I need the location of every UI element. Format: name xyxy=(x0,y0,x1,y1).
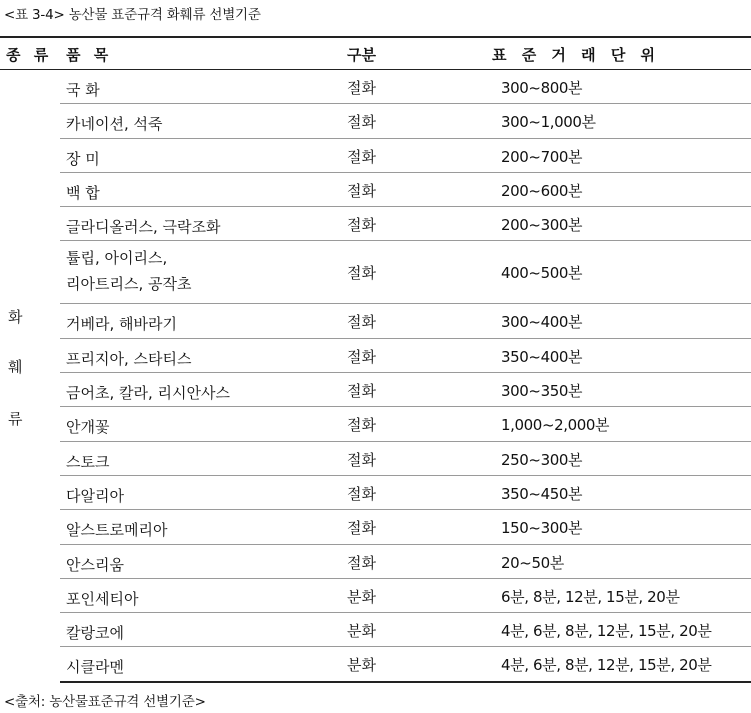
item-cell: 카네이션, 석죽 xyxy=(66,115,163,134)
item-cell: 포인세티아 xyxy=(66,589,139,608)
division-cell: 절화 xyxy=(347,382,376,401)
table-row xyxy=(60,579,751,613)
division-cell: 분화 xyxy=(347,587,376,606)
item-cell: 거베라, 해바라기 xyxy=(66,315,177,334)
item-cell: 알스트로메리아 xyxy=(66,521,168,540)
item-cell: 금어초, 칼라, 리시안사스 xyxy=(66,384,230,403)
division-cell: 절화 xyxy=(347,347,376,366)
division-cell: 절화 xyxy=(347,79,376,97)
item-cell: 안개꽃 xyxy=(66,418,110,437)
item-cell: 스토크 xyxy=(66,452,110,471)
item-cell: 백 합 xyxy=(66,183,100,202)
division-cell: 절화 xyxy=(347,519,376,538)
table-row xyxy=(60,139,751,173)
division-cell: 분화 xyxy=(347,656,376,675)
unit-cell: 300~400본 xyxy=(501,313,583,332)
table-row xyxy=(60,442,751,476)
category-char: 류 xyxy=(8,410,23,428)
header-item: 품 목 xyxy=(66,46,113,64)
item-cell: 글라디올러스, 극락조화 xyxy=(66,218,221,237)
flower-grading-table xyxy=(0,36,751,683)
table-row xyxy=(60,407,751,441)
table-caption: <표 3-4> 농산물 표준규격 화훼류 선별기준 xyxy=(4,7,261,23)
table-row xyxy=(60,304,751,338)
unit-cell: 400~500본 xyxy=(501,264,583,283)
division-cell: 절화 xyxy=(347,216,376,235)
header-division: 구분 xyxy=(347,46,376,64)
unit-cell: 20~50본 xyxy=(501,553,564,572)
item-cell: 안스리움 xyxy=(66,555,124,574)
unit-cell: 300~350본 xyxy=(501,382,583,401)
header-unit: 표 준 거 래 단 위 xyxy=(492,46,661,64)
table-body xyxy=(0,70,751,683)
division-cell: 절화 xyxy=(347,450,376,469)
item-cell: 프리지아, 스타티스 xyxy=(66,349,192,368)
division-cell: 절화 xyxy=(347,181,376,200)
table-row xyxy=(60,207,751,241)
table-row xyxy=(60,510,751,544)
division-cell: 절화 xyxy=(347,484,376,503)
item-line: 튤립, 아이리스, xyxy=(66,249,168,268)
unit-cell: 1,000~2,000본 xyxy=(501,416,610,435)
unit-cell: 200~300본 xyxy=(501,216,583,235)
unit-cell: 300~1,000본 xyxy=(501,113,596,132)
table-source: <출처: 농산물표준규격 선별기준> xyxy=(4,694,206,710)
unit-cell: 150~300본 xyxy=(501,519,583,538)
table-row xyxy=(60,104,751,138)
table-row xyxy=(60,173,751,207)
division-cell: 절화 xyxy=(347,553,376,572)
item-line: 리아트리스, 공작초 xyxy=(66,275,192,294)
item-cell: 시클라멘 xyxy=(66,658,124,677)
table-row xyxy=(60,545,751,579)
header-type: 종 류 xyxy=(6,46,53,64)
item-cell: 다알리아 xyxy=(66,486,124,505)
table-row xyxy=(60,70,751,104)
table-row xyxy=(60,373,751,407)
category-char: 화 xyxy=(8,308,23,326)
unit-cell: 200~700본 xyxy=(501,147,583,166)
unit-cell: 200~600본 xyxy=(501,181,583,200)
unit-cell: 4분, 6분, 8분, 12분, 15분, 20분 xyxy=(501,656,712,675)
table-row xyxy=(60,647,751,682)
item-cell: 칼랑코에 xyxy=(66,624,124,643)
division-cell: 절화 xyxy=(347,147,376,166)
category-char: 훼 xyxy=(8,358,23,376)
division-cell: 절화 xyxy=(347,264,376,283)
table-row xyxy=(60,339,751,373)
table-row xyxy=(60,241,751,304)
unit-cell: 300~800본 xyxy=(501,79,583,97)
category-cell xyxy=(0,70,60,683)
table-row xyxy=(60,476,751,510)
division-cell: 절화 xyxy=(347,313,376,332)
division-cell: 절화 xyxy=(347,416,376,435)
unit-cell: 350~450본 xyxy=(501,484,583,503)
unit-cell: 4분, 6분, 8분, 12분, 15분, 20분 xyxy=(501,622,712,641)
unit-cell: 6분, 8분, 12분, 15분, 20분 xyxy=(501,587,680,606)
division-cell: 분화 xyxy=(347,622,376,641)
unit-cell: 350~400본 xyxy=(501,347,583,366)
table-row xyxy=(60,613,751,647)
item-cell: 장 미 xyxy=(66,149,100,168)
item-cell xyxy=(66,245,191,297)
unit-cell: 250~300본 xyxy=(501,450,583,469)
division-cell: 절화 xyxy=(347,113,376,132)
item-cell: 국 화 xyxy=(66,81,100,99)
table-header xyxy=(0,38,751,70)
